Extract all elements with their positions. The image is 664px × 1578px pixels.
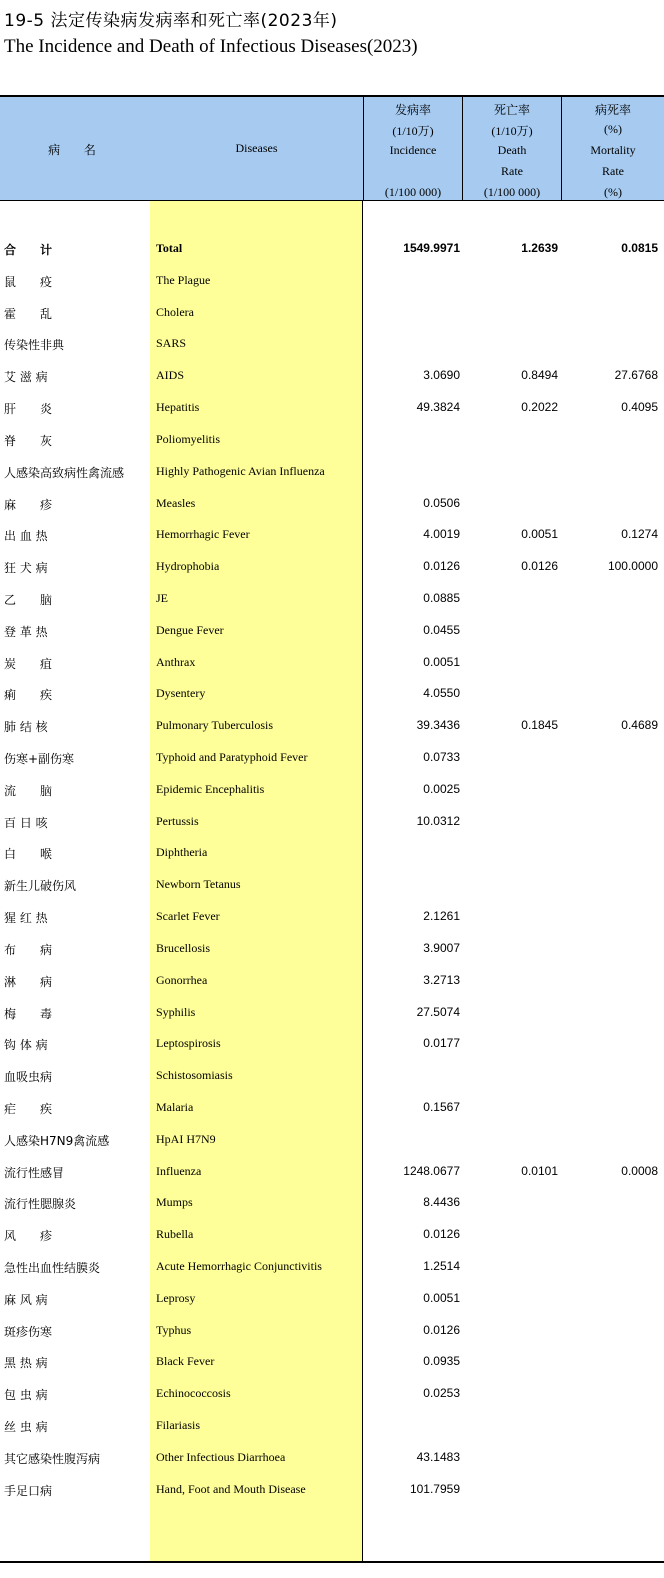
- disease-name-cn: 麻 疹: [4, 497, 53, 512]
- disease-name-cn: 淋 病: [4, 974, 53, 989]
- disease-name-en: Filariasis: [156, 1418, 200, 1433]
- table-row: [0, 296, 664, 328]
- header-line: 死亡率: [493, 103, 530, 117]
- table-row: [0, 327, 664, 359]
- disease-name-en: JE: [156, 590, 168, 605]
- death-rate-value: 0.8494: [521, 368, 558, 383]
- table-row: [0, 1218, 664, 1250]
- disease-name-en: Syphilis: [156, 1004, 196, 1019]
- disease-name-en: HpAI H7N9: [156, 1131, 216, 1146]
- disease-name-en: Influenza: [156, 1163, 202, 1178]
- disease-name-cn: 血吸虫病: [4, 1070, 53, 1085]
- death-rate-value: 0.0051: [521, 527, 558, 542]
- header-death-rate: [462, 97, 561, 200]
- disease-name-en: Cholera: [156, 304, 194, 319]
- disease-name-en: Brucellosis: [156, 940, 210, 955]
- table-row: [0, 677, 664, 709]
- incidence-value: 1.2514: [423, 1259, 460, 1273]
- disease-name-cn: 疟 疾: [4, 1101, 53, 1116]
- incidence-value: 0.0126: [423, 1322, 460, 1337]
- disease-name-cn: 合 计: [4, 243, 53, 257]
- disease-name-cn: 流 脑: [4, 783, 53, 798]
- incidence-value: 39.3436: [416, 718, 460, 733]
- disease-name-en: Typhus: [156, 1322, 192, 1337]
- table-title-chinese: 19-5 法定传染病发病率和死亡率(2023年): [4, 11, 338, 31]
- disease-name-en: Malaria: [156, 1099, 194, 1114]
- table-row: [0, 264, 664, 296]
- table-row: [0, 423, 664, 455]
- disease-name-en: Hepatitis: [156, 400, 200, 415]
- disease-name-cn: 布 病: [4, 942, 53, 957]
- table-row: [0, 1441, 664, 1473]
- header-line: 发病率: [394, 103, 431, 117]
- table-row: [0, 1059, 664, 1091]
- incidence-value: 0.0935: [423, 1354, 460, 1369]
- incidence-value: 4.0019: [423, 527, 460, 542]
- disease-name-cn: 百 日 咳: [4, 815, 48, 830]
- total-row: [0, 232, 664, 264]
- disease-name-en: Leptospirosis: [156, 1036, 221, 1051]
- incidence-value: 0.0885: [423, 590, 460, 605]
- table-row: [0, 391, 664, 423]
- disease-name-cn: 白 喉: [4, 847, 53, 862]
- disease-name-en: Hand, Foot and Mouth Disease: [156, 1481, 306, 1496]
- incidence-value: 0.0733: [423, 750, 460, 764]
- disease-name-en: Measles: [156, 495, 196, 510]
- disease-name-cn: 手足口病: [4, 1483, 53, 1498]
- disease-name-en: Poliomyelitis: [156, 431, 221, 446]
- disease-name-cn: 痢 疾: [4, 688, 53, 703]
- bottom-rule: [0, 1561, 664, 1563]
- table-row: [0, 805, 664, 837]
- incidence-value: 3.2713: [423, 972, 460, 987]
- incidence-value: 0.0126: [423, 1227, 460, 1242]
- table-row: [0, 773, 664, 805]
- disease-name-en: Hemorrhagic Fever: [156, 527, 250, 542]
- table-row: [0, 487, 664, 519]
- incidence-value: 27.5074: [416, 1004, 460, 1019]
- mortality-rate-value: 27.6768: [614, 368, 658, 383]
- header-line: (1/10万): [491, 124, 533, 138]
- death-rate-value: 1.2639: [521, 241, 558, 255]
- mortality-rate-value: 0.0008: [621, 1163, 658, 1178]
- death-rate-value: 0.0126: [521, 559, 558, 574]
- incidence-value: 0.1567: [423, 1099, 460, 1114]
- disease-name-en: Black Fever: [156, 1354, 215, 1369]
- table-title-english: The Incidence and Death of Infectious Diseases(2023): [4, 36, 418, 57]
- incidence-value: 1248.0677: [403, 1163, 460, 1178]
- disease-name-en: Scarlet Fever: [156, 909, 220, 924]
- header-mortality-rate: [561, 97, 664, 200]
- disease-name-en: Diphtheria: [156, 845, 208, 860]
- incidence-value: 0.0506: [423, 495, 460, 510]
- disease-name-cn: 流行性腮腺炎: [4, 1197, 77, 1212]
- disease-name-en: AIDS: [156, 368, 185, 383]
- disease-name-cn: 登 革 热: [4, 624, 48, 639]
- table-row: [0, 836, 664, 868]
- disease-name-cn: 其它感染性腹泻病: [4, 1451, 101, 1466]
- disease-name-en: Leprosy: [156, 1290, 196, 1305]
- disease-name-cn: 猩 红 热: [4, 911, 48, 926]
- disease-name-en: Pertussis: [156, 813, 199, 828]
- table-row: [0, 1250, 664, 1282]
- disease-name-en: Schistosomiasis: [156, 1068, 233, 1083]
- table-row: [0, 996, 664, 1028]
- incidence-value: 2.1261: [423, 909, 460, 924]
- table-row: [0, 582, 664, 614]
- table-header: [0, 97, 664, 201]
- header-line: Rate: [602, 164, 624, 178]
- table-row: [0, 1186, 664, 1218]
- incidence-value: 3.0690: [423, 368, 460, 383]
- disease-name-cn: 伤寒+副伤寒: [4, 752, 75, 766]
- disease-name-cn: 斑疹伤寒: [4, 1324, 53, 1339]
- disease-name-en: SARS: [156, 336, 187, 351]
- table-row: [0, 646, 664, 678]
- incidence-value: 1549.9971: [403, 241, 460, 255]
- table-row: [0, 359, 664, 391]
- disease-name-cn: 鼠 疫: [4, 274, 53, 289]
- table-row: [0, 741, 664, 773]
- disease-name-en: Acute Hemorrhagic Conjunctivitis: [156, 1259, 322, 1273]
- incidence-value: 43.1483: [416, 1449, 460, 1464]
- incidence-value: 0.0126: [423, 559, 460, 574]
- disease-name-cn: 新生儿破伤风: [4, 879, 77, 894]
- table-row: [0, 900, 664, 932]
- table-body: [0, 232, 664, 1505]
- incidence-value: 3.9007: [423, 940, 460, 955]
- incidence-value: 0.0177: [423, 1036, 460, 1051]
- disease-name-en: Dengue Fever: [156, 622, 224, 637]
- table-row: [0, 1091, 664, 1123]
- mortality-rate-value: 100.0000: [607, 559, 658, 574]
- disease-name-cn: 肺 结 核: [4, 720, 48, 735]
- table-row: [0, 932, 664, 964]
- table-row: [0, 518, 664, 550]
- disease-name-cn: 传染性非典: [4, 338, 65, 353]
- disease-name-en: Highly Pathogenic Avian Influenza: [156, 463, 325, 478]
- disease-name-cn: 狂 犬 病: [4, 561, 48, 576]
- table-row: [0, 550, 664, 582]
- disease-name-cn: 急性出血性结膜炎: [4, 1261, 101, 1275]
- disease-name-en: Dysentery: [156, 686, 206, 701]
- disease-name-en: Other Infectious Diarrhoea: [156, 1449, 286, 1464]
- header-line: Rate: [501, 164, 523, 178]
- header-line: (1/10万): [392, 124, 434, 138]
- disease-name-cn: 流行性感冒: [4, 1165, 65, 1180]
- disease-name-en: Newborn Tetanus: [156, 877, 241, 892]
- disease-name-en: Hydrophobia: [156, 559, 220, 574]
- disease-name-cn: 出 血 热: [4, 529, 48, 544]
- disease-name-en: Pulmonary Tuberculosis: [156, 718, 274, 733]
- disease-name-cn: 乙 脑: [4, 592, 53, 607]
- disease-name-en: Typhoid and Paratyphoid Fever: [156, 750, 308, 764]
- header-line: (%): [604, 185, 622, 199]
- mortality-rate-value: 0.0815: [621, 241, 658, 255]
- disease-name-cn: 脊 灰: [4, 433, 53, 448]
- incidence-value: 4.0550: [423, 686, 460, 701]
- disease-name-cn: 麻 风 病: [4, 1292, 48, 1307]
- disease-name-cn: 梅 毒: [4, 1006, 53, 1021]
- header-line: (1/100 000): [384, 185, 442, 199]
- table-row: [0, 1409, 664, 1441]
- incidence-value: 101.7959: [409, 1481, 460, 1496]
- disease-name-cn: 风 疹: [4, 1229, 53, 1244]
- incidence-value: 0.0051: [423, 654, 460, 669]
- disease-name-cn: 艾 滋 病: [4, 370, 48, 385]
- header-label: Diseases: [235, 141, 278, 155]
- disease-name-cn: 炭 疽: [4, 656, 53, 671]
- disease-name-cn: 包 虫 病: [4, 1388, 48, 1403]
- table-row: [0, 964, 664, 996]
- incidence-value: 0.0051: [423, 1290, 460, 1305]
- disease-name-cn: 黑 热 病: [4, 1356, 48, 1371]
- table-row: [0, 1155, 664, 1187]
- mortality-rate-value: 0.4689: [621, 718, 658, 733]
- header-line: Death: [497, 143, 527, 157]
- disease-name-en: Anthrax: [156, 654, 196, 669]
- death-rate-value: 0.2022: [521, 400, 558, 415]
- disease-name-en: Rubella: [156, 1227, 194, 1242]
- mortality-rate-value: 0.1274: [621, 527, 658, 542]
- incidence-value: 49.3824: [416, 400, 460, 415]
- disease-name-en: Echinococcosis: [156, 1386, 231, 1401]
- header-line: 病死率: [594, 103, 631, 117]
- disease-name-cn: 人感染H7N9禽流感: [4, 1133, 110, 1148]
- death-rate-value: 0.1845: [521, 718, 558, 733]
- table-row: [0, 709, 664, 741]
- disease-name-en: The Plague: [156, 272, 211, 287]
- incidence-value: 0.0253: [423, 1386, 460, 1401]
- table-row: [0, 868, 664, 900]
- incidence-value: 8.4436: [423, 1195, 460, 1210]
- disease-name-en: Mumps: [156, 1195, 193, 1210]
- table-row: [0, 1123, 664, 1155]
- header-incidence: [363, 97, 462, 200]
- incidence-value: 10.0312: [416, 813, 460, 828]
- incidence-value: 0.0455: [423, 622, 460, 637]
- disease-name-cn: 人感染高致病性禽流感: [4, 465, 125, 480]
- table-row: [0, 1345, 664, 1377]
- header-disease-name-cn: [0, 97, 150, 200]
- table-row: [0, 1377, 664, 1409]
- header-label: 病 名: [48, 143, 106, 157]
- incidence-value: 0.0025: [423, 781, 460, 796]
- header-line: Incidence: [389, 143, 437, 157]
- header-diseases-en: [150, 97, 363, 200]
- disease-name-en: Epidemic Encephalitis: [156, 781, 265, 796]
- table-row: [0, 1314, 664, 1346]
- disease-name-en: Total: [156, 241, 183, 255]
- header-line: Mortality: [590, 143, 636, 157]
- header-line: (1/100 000): [483, 185, 541, 199]
- disease-name-en: Gonorrhea: [156, 972, 208, 987]
- disease-name-cn: 肝 炎: [4, 402, 53, 417]
- header-line: (%): [604, 122, 622, 136]
- table-row: [0, 1473, 664, 1505]
- disease-name-cn: 钩 体 病: [4, 1038, 48, 1053]
- disease-name-cn: 霍 乱: [4, 306, 53, 321]
- table-row: [0, 455, 664, 487]
- table-row: [0, 614, 664, 646]
- table-row: [0, 1282, 664, 1314]
- death-rate-value: 0.0101: [521, 1163, 558, 1178]
- disease-name-cn: 丝 虫 病: [4, 1420, 48, 1435]
- mortality-rate-value: 0.4095: [621, 400, 658, 415]
- table-row: [0, 1027, 664, 1059]
